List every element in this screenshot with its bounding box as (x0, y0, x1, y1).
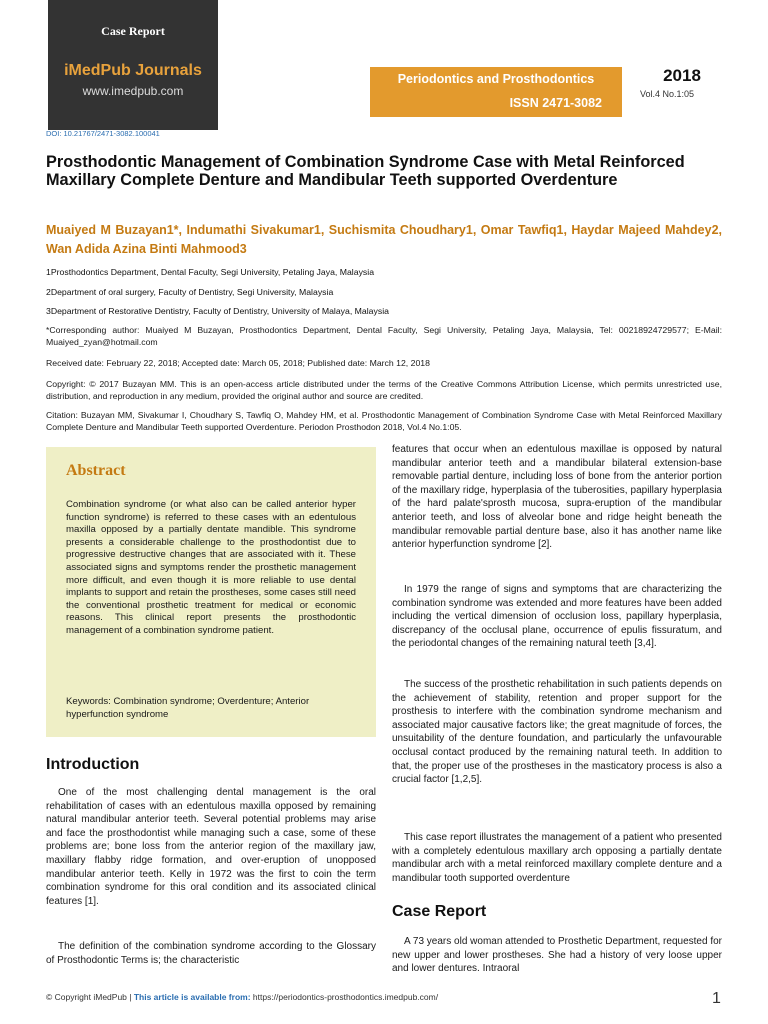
right-paragraph-4: This case report illustrates the management of a patient who presented with a completely edentulous maxillary arch opposing a partially dentate mandibular arch with a metal reinforced maxillary complete denture and a mandibular tooth supported overdenture (392, 832, 722, 884)
article-dates: Received date: February 22, 2018; Accepted date: March 05, 2018; Published date: March 12, 2018 (46, 358, 430, 368)
affiliation-2: 2Department of oral surgery, Faculty of Dentistry, Segi University, Malaysia (46, 287, 334, 297)
author-list: Muaiyed M Buzayan1*, Indumathi Sivakumar1, Suchismita Choudhary1, Omar Tawfiq1, Haydar Majeed Mahdey2, Wan Adida Azina Binti Mahmood3 (46, 223, 722, 256)
publisher-logo[interactable]: iMedPub Journals (64, 62, 202, 79)
case-report-heading: Case Report (392, 903, 487, 920)
article-title: Prosthodontic Management of Combination Syndrome Case with Metal Reinforced Maxillary Complete Denture and Mandibular Teeth supported Overdenture (46, 153, 685, 189)
citation: Citation: Buzayan MM, Sivakumar I, Choudhary S, Tawfiq O, Mahdey HM, et al. Prosthodontic Management of Combination Syndrome Case with Metal Reinforced Maxillary Complete Denture and Mandibular Teeth supported Overdenture. Periodon Prosthodon 2018, Vol.4 No.1:05. (46, 410, 722, 432)
footer-available-label: This article is available from: (133, 992, 253, 1002)
footer (46, 992, 438, 1002)
case-report-paragraph-1: A 73 years old woman attended to Prosthetic Department, requested for new upper and lower prostheses. She had a history of very loose upper and lower dentures. Intraoral (392, 936, 722, 975)
copyright-notice: Copyright: © 2017 Buzayan MM. This is an open-access article distributed under the terms of the Creative Commons Attribution License, which permits unrestricted use, distribution, and reproduction in any medium, provided the original author and source are credited. (46, 379, 722, 401)
volume-issue: Vol.4 No.1:05 (640, 89, 695, 99)
journal-issn: ISSN 2471-3082 (509, 96, 602, 110)
affiliation-1: 1Prosthodontics Department, Dental Faculty, Segi University, Petaling Jaya, Malaysia (46, 267, 375, 277)
intro-paragraph-1: One of the most challenging dental management is the oral rehabilitation of cases with an edentulous maxilla opposed by remaining natural mandibular anterior teeth. Several potential problems may arise and face the prosthodontist while managing such a case, some of these problems are; bone loss from the anterior region of the maxillary jaw, maxillary flabby ridge formation, and over-eruption of unopposed mandibular anterior teeth. Kelly in 1972 was the first to coin the term combination syndrome for this oral condition and its associated clinical features [1]. (46, 787, 376, 907)
publisher-website[interactable]: www.imedpub.com (82, 84, 184, 98)
doi-link[interactable]: DOI: 10.21767/2471-3082.100041 (46, 129, 160, 138)
right-paragraph-1: features that occur when an edentulous maxillae is opposed by natural mandibular anterior teeth and a mandibular bilateral extension-base removable partial denture, including loss of bone from the anterior portion of the maxillary ridge, hyperplasia of the tuberosities, papillary hyperplasia of the hard palate'sprosth mucosa, supra-eruption of the mandibular anterior teeth, and loss of alveolar bone and ridge height beneath the mandibular removable partial denture base, also it has another name like anterior hyperfunction syndrome [2]. (392, 444, 722, 551)
publication-year: 2018 (663, 66, 701, 85)
right-paragraph-3: The success of the prosthetic rehabilitation in such patients depends on the achievement of stability, retention and proper support for the prosthesis to interfere with the combination syndrome mechanism and associated major causative factors like; the great magnitude of forces, the unsuitability of the denture foundation, and particularly the unfavourable occlusal contact produced by the remaining natural teeth. In addition to that, the proper use of the prostheses in the masticatory process is also a crucial factor [1,2,5]. (392, 679, 722, 786)
intro-paragraph-2: The definition of the combination syndrome according to the Glossary of Prosthodontic Terms is; the characteristic (46, 941, 376, 966)
journal-name: Periodontics and Prosthodontics (397, 72, 595, 86)
footer-copyright: © Copyright iMedPub | (46, 992, 134, 1002)
affiliation-3: 3Department of Restorative Dentistry, Faculty of Dentistry, University of Malaya, Malaysia (46, 306, 389, 316)
abstract-text: Combination syndrome (or what also can be called anterior hyper function syndrome) is referred to these cases with an edentulous maxilla opposed by a partially dentate mandible. This syndrome presents a considerable challenge to the prosthodontist due to progressive destructive changes that are associated with it. These associated signs and symptoms render the prosthetic management more difficult, and even though it is more reliable to use dental implants to support and retain the prostheses, some cases still need the conventional prosthetic treatment for medical or economic reasons. This clinical report presents the prosthodontic management of a combination syndrome patient. (66, 499, 356, 636)
abstract-heading: Abstract (66, 462, 126, 479)
footer-url[interactable]: https://periodontics-prosthodontics.imedpub.com/ (252, 992, 439, 1002)
right-paragraph-2: In 1979 the range of signs and symptoms that are characterizing the combination syndrome was extended and more features have been added including the vertical dimension of occlusion loss, papillary hyperplasia, discrepancy of the occlusal plane, occurrence of epulis fissuratum, and the periodontal changes of the remaining natural teeth [3,4]. (392, 584, 722, 650)
corresponding-author: *Corresponding author: Muaiyed M Buzayan, Prosthodontics Department, Dental Faculty, Segi University, Petaling Jaya, Malaysia, Tel: 00218924729577; E-Mail: Muaiyed_zyan@hotmail.com (46, 325, 722, 347)
keywords: Keywords: Combination syndrome; Overdenture; Anterior hyperfunction syndrome (66, 696, 310, 720)
page-number: 1 (712, 990, 721, 1007)
article-type-label: Case Report (101, 24, 165, 38)
introduction-heading: Introduction (46, 756, 140, 773)
